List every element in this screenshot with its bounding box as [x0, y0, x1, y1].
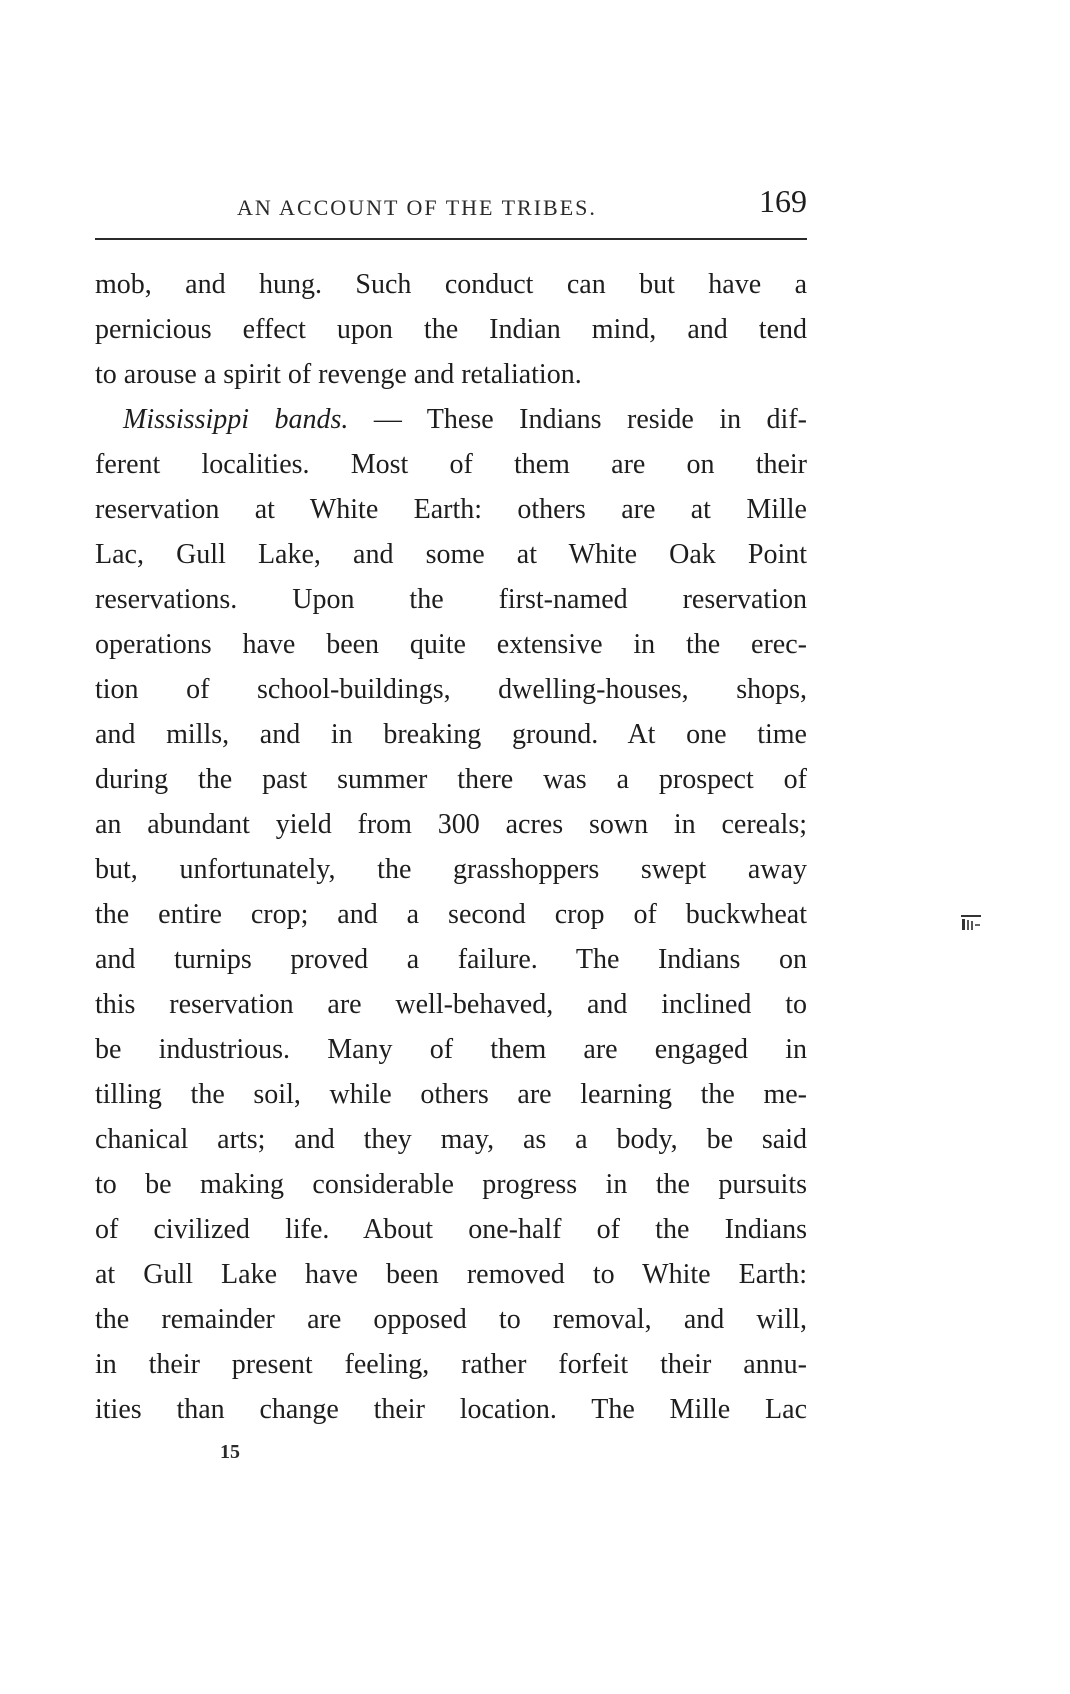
text-line: this reservation are well-behaved, and inclined to [95, 989, 807, 1020]
section-heading: Mississippi bands. [123, 404, 349, 435]
text-line: ferent localities. Most of them are on their [95, 449, 807, 480]
text-line: an abundant yield from 300 acres sown in cereals; [95, 809, 807, 840]
text-line: in their present feeling, rather forfeit their annu- [95, 1349, 807, 1380]
text-line: the remainder are opposed to removal, and will, [95, 1304, 807, 1335]
header-rule [95, 238, 807, 240]
margin-scan-artifact [960, 914, 982, 932]
text-line: operations have been quite extensive in the erec- [95, 629, 807, 660]
text-line: to be making considerable progress in the pursuits [95, 1169, 807, 1200]
text-line: reservation at White Earth: others are at Mille [95, 494, 807, 525]
text-line: tilling the soil, while others are learning the me- [95, 1079, 807, 1110]
text-line: during the past summer there was a prospect of [95, 764, 807, 795]
body-text [95, 262, 807, 1432]
text-line: the entire crop; and a second crop of buckwheat [95, 899, 807, 930]
running-title: AN ACCOUNT OF THE TRIBES. [237, 195, 597, 220]
text-line-rest: — These Indians reside in dif- [348, 404, 807, 435]
running-head [95, 183, 807, 223]
text-line: and turnips proved a failure. The Indians on [95, 944, 807, 975]
paragraph-opening-line [95, 397, 807, 442]
text-line: ities than change their location. The Mille Lac [95, 1394, 807, 1425]
text-line: chanical arts; and they may, as a body, be said [95, 1124, 807, 1155]
text-line: mob, and hung. Such conduct can but have a [95, 269, 807, 300]
text-line: reservations. Upon the first-named reservation [95, 584, 807, 615]
text-line: be industrious. Many of them are engaged in [95, 1034, 807, 1065]
text-line: but, unfortunately, the grasshoppers swept away [95, 854, 807, 885]
signature-mark: 15 [220, 1441, 240, 1463]
text-line: pernicious effect upon the Indian mind, and tend [95, 314, 807, 345]
text-line: to arouse a spirit of revenge and retaliation. [95, 359, 582, 390]
text-line: tion of school-buildings, dwelling-houses, shops, [95, 674, 807, 705]
text-line: Lac, Gull Lake, and some at White Oak Point [95, 539, 807, 570]
page-number: 169 [759, 183, 807, 219]
text-line: of civilized life. About one-half of the Indians [95, 1214, 807, 1245]
text-line: at Gull Lake have been removed to White Earth: [95, 1259, 807, 1290]
text-line: and mills, and in breaking ground. At one time [95, 719, 807, 750]
